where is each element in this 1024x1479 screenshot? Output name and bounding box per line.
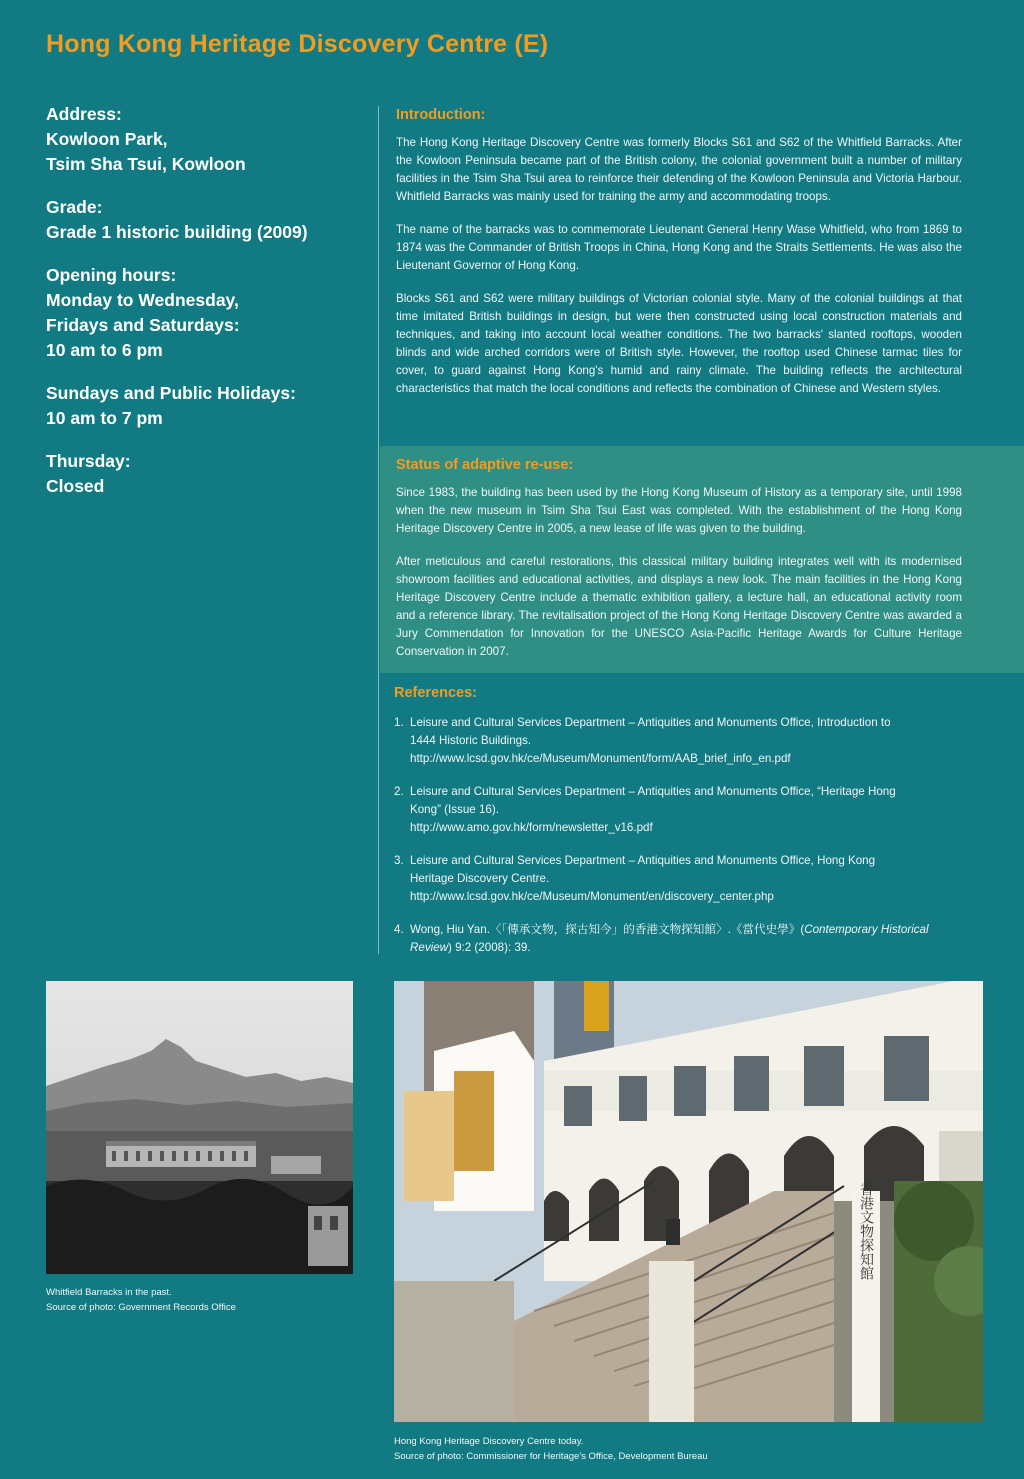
reference-line bbox=[410, 921, 929, 939]
sundays-block bbox=[46, 381, 356, 431]
reference-url: http://www.lcsd.gov.hk/ce/Museum/Monument/form/AAB_brief_info_en.pdf bbox=[410, 752, 791, 765]
reference-number: 1. bbox=[394, 716, 404, 729]
thursday-value: Closed bbox=[46, 476, 105, 496]
hours-line: 10 am to 6 pm bbox=[46, 340, 163, 360]
reference-line: 1444 Historic Buildings. bbox=[410, 734, 532, 747]
address-label: Address: bbox=[46, 104, 122, 124]
reference-line bbox=[410, 939, 929, 957]
reference-item bbox=[394, 714, 964, 768]
reference-item bbox=[394, 852, 964, 906]
reference-text: Wong, Hiu Yan.〈「傳承文物，探古知今」的香港文物探知館〉.《當代史學》( bbox=[410, 923, 805, 936]
introduction-paragraph: The name of the barracks was to commemorate Lieutenant General Henry Wase Whitfield, who from 1869 to 1874 was the Commander of British Troops in China, Hong Kong and the Straits Settlements. He was also the Lieutenant Governor of Hong Kong. bbox=[396, 223, 962, 272]
caption-line: Hong Kong Heritage Discovery Centre today. bbox=[394, 1436, 584, 1447]
status-paragraph: Since 1983, the building has been used by the Hong Kong Museum of History as a temporary site, until 1998 when the new museum in Tsim Sha Tsui East was completed. With the establishment of the Hong Kong Heritage Discovery Centre in 2005, a new lease of life was given to the building. bbox=[396, 486, 962, 535]
column-divider bbox=[378, 106, 379, 954]
reference-number: 3. bbox=[394, 854, 404, 867]
hours-block bbox=[46, 263, 356, 363]
grade-label: Grade: bbox=[46, 197, 103, 217]
reference-journal: Review bbox=[410, 941, 449, 954]
address-line: Kowloon Park, bbox=[46, 129, 168, 149]
sundays-label: Sundays and Public Holidays: bbox=[46, 383, 296, 403]
introduction-heading: Introduction: bbox=[396, 107, 486, 123]
hours-line: Monday to Wednesday, bbox=[46, 290, 239, 310]
reference-url: http://www.lcsd.gov.hk/ce/Museum/Monument/en/discovery_center.php bbox=[410, 890, 774, 903]
caption-line: Source of photo: Commissioner for Heritage's Office, Development Bureau bbox=[394, 1451, 708, 1462]
hours-line: Fridays and Saturdays: bbox=[46, 315, 240, 335]
status-section bbox=[396, 456, 962, 676]
reference-number: 2. bbox=[394, 785, 404, 798]
reference-line: Leisure and Cultural Services Department – Antiquities and Monuments Office, Introduction to bbox=[410, 716, 891, 729]
grade-block bbox=[46, 195, 356, 245]
grade-value: Grade 1 historic building (2009) bbox=[46, 222, 308, 242]
address-block bbox=[46, 102, 356, 177]
reference-line: Leisure and Cultural Services Department – Antiquities and Monuments Office, Hong Kong bbox=[410, 854, 876, 867]
reference-item bbox=[394, 783, 964, 837]
today-photo bbox=[394, 981, 983, 1422]
introduction-section bbox=[396, 106, 962, 413]
reference-text: ) 9:2 (2008): 39. bbox=[448, 941, 531, 954]
sundays-value: 10 am to 7 pm bbox=[46, 408, 163, 428]
sign-text: 香港文物探知館 bbox=[858, 1182, 874, 1280]
reference-line: Heritage Discovery Centre. bbox=[410, 872, 550, 885]
page-title: Hong Kong Heritage Discovery Centre (E) bbox=[46, 30, 549, 58]
reference-number: 4. bbox=[394, 923, 404, 936]
today-photo-caption bbox=[394, 1434, 708, 1464]
hours-label: Opening hours: bbox=[46, 265, 177, 285]
caption-line: Whitfield Barracks in the past. bbox=[46, 1287, 172, 1298]
reference-url: http://www.amo.gov.hk/form/newsletter_v16.pdf bbox=[410, 821, 653, 834]
thursday-block bbox=[46, 449, 356, 499]
caption-line: Source of photo: Government Records Office bbox=[46, 1302, 236, 1313]
past-photo-caption bbox=[46, 1285, 236, 1315]
references-heading: References: bbox=[394, 685, 478, 701]
reference-journal: Contemporary Historical bbox=[804, 923, 929, 936]
past-photo bbox=[46, 981, 353, 1274]
reference-item bbox=[394, 921, 964, 957]
info-column bbox=[46, 102, 356, 517]
status-heading: Status of adaptive re-use: bbox=[396, 457, 574, 473]
thursday-label: Thursday: bbox=[46, 451, 131, 471]
address-line: Tsim Sha Tsui, Kowloon bbox=[46, 154, 246, 174]
reference-line: Kong” (Issue 16). bbox=[410, 803, 499, 816]
reference-line: Leisure and Cultural Services Department – Antiquities and Monuments Office, “Heritage Hong bbox=[410, 785, 896, 798]
introduction-paragraph: Blocks S61 and S62 were military buildings of Victorian colonial style. Many of the colonial buildings at that time imitated British buildings in design, but were then constructed using local construction materials and techniques, and taking into account local weather conditions. The two barracks' slanted rooftops, wooden blinds and wide arched corridors were of British style. However, the rooftop used Chinese tarmac tiles for cover, to guard against Hong Kong's humid and rainy climate. The building reflects the architectural characteristics that match the local conditions and reflects the combination of Chinese and Western styles. bbox=[396, 292, 962, 395]
status-paragraph: After meticulous and careful restorations, this classical military building integrates well with its modernised showroom facilities and educational activities, and displays a new look. The main facilities in the Hong Kong Heritage Discovery Centre include a thematic exhibition gallery, a lecture hall, an educational activity room and a reference library. The revitalisation project of the Hong Kong Heritage Discovery Centre was awarded a Jury Commendation for Innovation for the UNESCO Asia-Pacific Heritage Awards for Culture Heritage Conservation in 2007. bbox=[396, 555, 962, 658]
references-section bbox=[394, 684, 964, 972]
introduction-paragraph: The Hong Kong Heritage Discovery Centre was formerly Blocks S61 and S62 of the Whitfield Barracks. After the Kowloon Peninsula became part of the British colony, the colonial government built a number of military facilities in the Tsim Sha Tsui area to reinforce their defending of the Kowloon Peninsula and Victoria Harbour. Whitfield Barracks was mainly used for training the army and accommodating troops. bbox=[396, 136, 962, 203]
